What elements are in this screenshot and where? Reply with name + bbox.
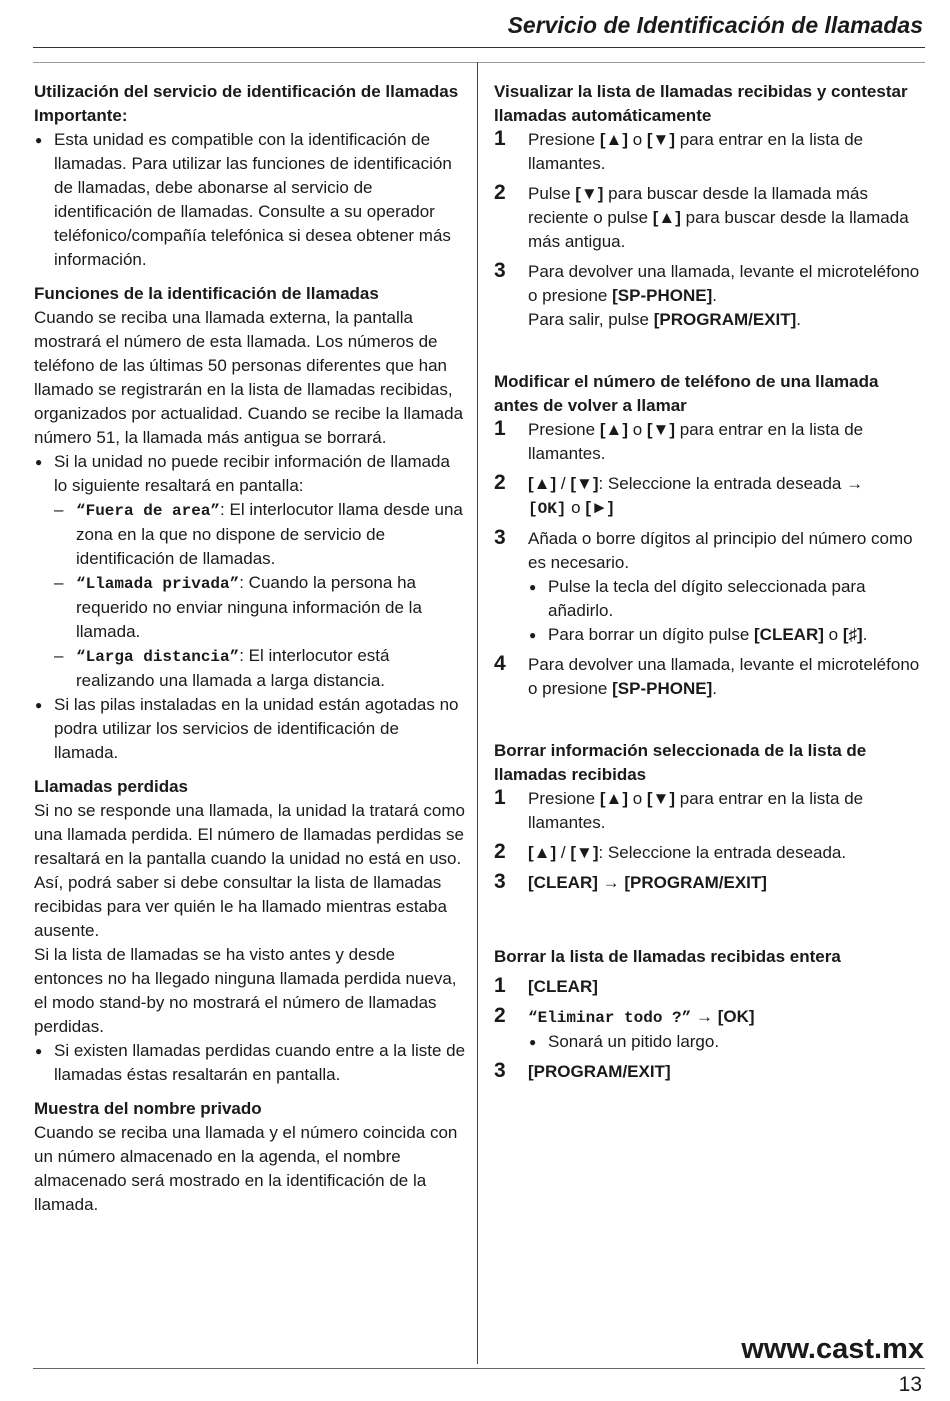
ok-key: [OK] bbox=[528, 500, 567, 518]
bullet-compatibility: ● Esta unidad es compatible con la identificación de llamadas. Para utilizar las funciones de identificación de llamadas, debe abonarse al servicio de identificación de llamadas. Consulte a su operador teléfonico/compañía telefónica si desea obtener más información. bbox=[34, 128, 466, 272]
down-key: [▼] bbox=[646, 420, 676, 439]
down-key: [▼] bbox=[570, 474, 599, 493]
step-text: Para devolver una llamada, levante el microteléfono o presione [SP-PHONE]. bbox=[528, 655, 920, 698]
step-modify-4 bbox=[494, 653, 920, 701]
dash-long-distance bbox=[34, 644, 466, 693]
display-text-delete-all: “Eliminar todo ?” bbox=[528, 1009, 692, 1027]
step-number: 2 bbox=[494, 1004, 506, 1027]
step-number: 2 bbox=[494, 471, 506, 494]
bullet-long-beep: ● Sonará un pitido largo. bbox=[528, 1030, 920, 1054]
up-key: [▲] bbox=[599, 420, 628, 439]
important-label: Importante: bbox=[34, 106, 128, 125]
step-text-exit: Para salir, pulse [PROGRAM/EXIT]. bbox=[528, 310, 802, 329]
up-key: [▲] bbox=[528, 843, 557, 862]
clear-key: [CLEAR] bbox=[528, 873, 598, 892]
step-view-1 bbox=[494, 128, 920, 176]
section-title-private-name: Muestra del nombre privado bbox=[34, 1099, 262, 1118]
step-number: 4 bbox=[494, 652, 506, 675]
bullet-delete-digit: ● Para borrar un dígito pulse [CLEAR] o [♯]. bbox=[528, 623, 920, 647]
display-text-long-distance: “Larga distancia” bbox=[76, 648, 240, 666]
page-number: 13 bbox=[898, 1373, 922, 1396]
step-text: Pulse [▼] para buscar desde la llamada más reciente o pulse [▲] para buscar desde la llamada más antigua. bbox=[528, 184, 909, 251]
step-modify-3 bbox=[494, 527, 920, 647]
step-text: Presione [▲] o [▼] para entrar en la lista de llamantes. bbox=[528, 420, 864, 463]
step-delete-all-2 bbox=[494, 1005, 920, 1054]
step-number: 1 bbox=[494, 974, 506, 997]
step-delete-all-1 bbox=[494, 975, 920, 999]
step-text: “Eliminar todo ?” → [OK] bbox=[528, 1007, 755, 1027]
step-text bbox=[528, 1060, 920, 1084]
down-key: [▼] bbox=[646, 130, 676, 149]
step-number: 1 bbox=[494, 786, 506, 809]
bullet-no-info: ● Si la unidad no puede recibir información de llamada lo siguiente resaltará en pantalla: bbox=[34, 450, 466, 498]
step-number: 1 bbox=[494, 417, 506, 440]
down-key: [▼] bbox=[575, 184, 604, 203]
dash-private-call bbox=[34, 571, 466, 644]
display-text-private-call: “Llamada privada” bbox=[76, 575, 240, 593]
program-exit-key: [PROGRAM/EXIT] bbox=[528, 1062, 671, 1081]
step-text: [CLEAR] → [PROGRAM/EXIT] bbox=[528, 873, 767, 892]
up-key: [▲] bbox=[599, 130, 628, 149]
clear-key: [CLEAR] bbox=[754, 625, 824, 644]
step-text bbox=[528, 975, 920, 999]
section-title-usage: Utilización del servicio de identificación de llamadas bbox=[34, 82, 459, 101]
header-rule-thin bbox=[33, 62, 925, 63]
bullet-batteries: ● Si las pilas instaladas en la unidad están agotadas no podra utilizar los servicios de identificación de llamada. bbox=[34, 693, 466, 765]
footer-rule bbox=[33, 1368, 925, 1369]
down-key: [▼] bbox=[646, 789, 676, 808]
step-number: 3 bbox=[494, 1059, 506, 1082]
display-text-out-of-area: “Fuera de area” bbox=[76, 502, 221, 520]
section-title-view-list: Visualizar la lista de llamadas recibidas y contestar llamadas automáticamente bbox=[494, 82, 908, 125]
step-text: Para devolver una llamada, levante el microteléfono o presione [SP-PHONE]. bbox=[528, 262, 920, 305]
step-number: 3 bbox=[494, 259, 506, 282]
private-name-body: Cuando se reciba una llamada y el número coincida con un número almacenado en la agenda, el nombre almacenado será mostrado en la identificación de la llamada. bbox=[34, 1123, 458, 1214]
step-text: Presione [▲] o [▼] para entrar en la lista de llamantes. bbox=[528, 130, 864, 173]
step-text: Presione [▲] o [▼] para entrar en la lista de llamantes. bbox=[528, 789, 864, 832]
column-divider bbox=[477, 62, 478, 1364]
left-column bbox=[34, 80, 466, 1217]
section-title-missed-calls: Llamadas perdidas bbox=[34, 777, 189, 796]
up-key: [▲] bbox=[599, 789, 628, 808]
right-arrow-key: [►] bbox=[585, 498, 614, 517]
up-key: [▲] bbox=[528, 474, 557, 493]
sp-phone-key: [SP-PHONE] bbox=[612, 679, 713, 698]
dash-long-distance-text: : El interlocutor está realizando una llamada a larga distancia. bbox=[76, 646, 390, 690]
step-text: Añada o borre dígitos al principio del número como es necesario. bbox=[528, 529, 913, 572]
down-key: [▼] bbox=[570, 843, 599, 862]
section-title-functions: Funciones de la identificación de llamadas bbox=[34, 284, 379, 303]
dash-out-of-area-text: : El interlocutor llama desde una zona en la que no dispone de servicio de identificación de llamadas. bbox=[76, 500, 463, 568]
bullet-missed-highlight: ● Si existen llamadas perdidas cuando entre a la liste de llamadas éstas resaltarán en pantalla. bbox=[34, 1039, 466, 1087]
program-exit-key: [PROGRAM/EXIT] bbox=[653, 310, 797, 329]
header-rule bbox=[33, 47, 925, 48]
step-delete-all-3 bbox=[494, 1060, 920, 1084]
program-exit-key: [PROGRAM/EXIT] bbox=[624, 873, 767, 892]
hash-key: [♯] bbox=[842, 625, 863, 644]
step-text: [▲] / [▼]: Seleccione la entrada deseada → [OK] o [►] bbox=[528, 474, 864, 518]
page-header-title: Servicio de Identificación de llamadas bbox=[507, 12, 923, 38]
step-number: 1 bbox=[494, 127, 506, 150]
missed-calls-body-1: Si no se responde una llamada, la unidad la tratará como una llamada perdida. El número de llamadas perdidas se resaltará en la pantalla cuando la unidad no está en uso. Así, podrá saber si debe consultar la lista de llamadas recibidas para ver quién le ha llamado mientras estaba ausente. bbox=[34, 801, 465, 940]
bullet-add-digit: ● Pulse la tecla del dígito seleccionada para añadirlo. bbox=[528, 575, 920, 623]
step-number: 3 bbox=[494, 526, 506, 549]
step-number: 2 bbox=[494, 840, 506, 863]
section-title-delete-all: Borrar la lista de llamadas recibidas entera bbox=[494, 947, 841, 966]
step-number: 2 bbox=[494, 181, 506, 204]
clear-key: [CLEAR] bbox=[528, 977, 598, 996]
functions-body: Cuando se reciba una llamada externa, la pantalla mostrará el número de esta llamada. Los números de teléfono de las últimas 50 personas diferentes que han llamado se registrarán en la lista de llamadas recibidas, organizados por actualidad. Cuando se recibe la llamada número 51, la llamada más antigua se borrará. bbox=[34, 308, 464, 447]
step-delete-3 bbox=[494, 871, 920, 895]
missed-calls-body-2: Si la lista de llamadas se ha visto antes y desde entonces no ha llegado ninguna llamada perdida nueva, el modo stand-by no mostrará el número de llamadas perdidas. bbox=[34, 945, 457, 1036]
up-key: [▲] bbox=[652, 208, 681, 227]
dash-out-of-area bbox=[34, 498, 466, 571]
step-delete-2 bbox=[494, 841, 920, 865]
step-text: [▲] / [▼]: Seleccione la entrada deseada. bbox=[528, 843, 847, 862]
step-modify-1 bbox=[494, 418, 920, 466]
step-view-3 bbox=[494, 260, 920, 332]
section-title-delete-selected: Borrar información seleccionada de la lista de llamadas recibidas bbox=[494, 741, 867, 784]
ok-key: [OK] bbox=[717, 1007, 755, 1026]
step-view-2 bbox=[494, 182, 920, 254]
step-number: 3 bbox=[494, 870, 506, 893]
dash-private-call-text: : Cuando la persona ha requerido no enviar ninguna información de la llamada. bbox=[76, 573, 422, 641]
footer-website[interactable]: www.cast.mx bbox=[741, 1333, 924, 1365]
step-delete-1 bbox=[494, 787, 920, 835]
section-title-modify-number: Modificar el número de teléfono de una llamada antes de volver a llamar bbox=[494, 372, 879, 415]
step-modify-2 bbox=[494, 472, 920, 521]
sp-phone-key: [SP-PHONE] bbox=[612, 286, 713, 305]
right-column bbox=[494, 80, 920, 1084]
